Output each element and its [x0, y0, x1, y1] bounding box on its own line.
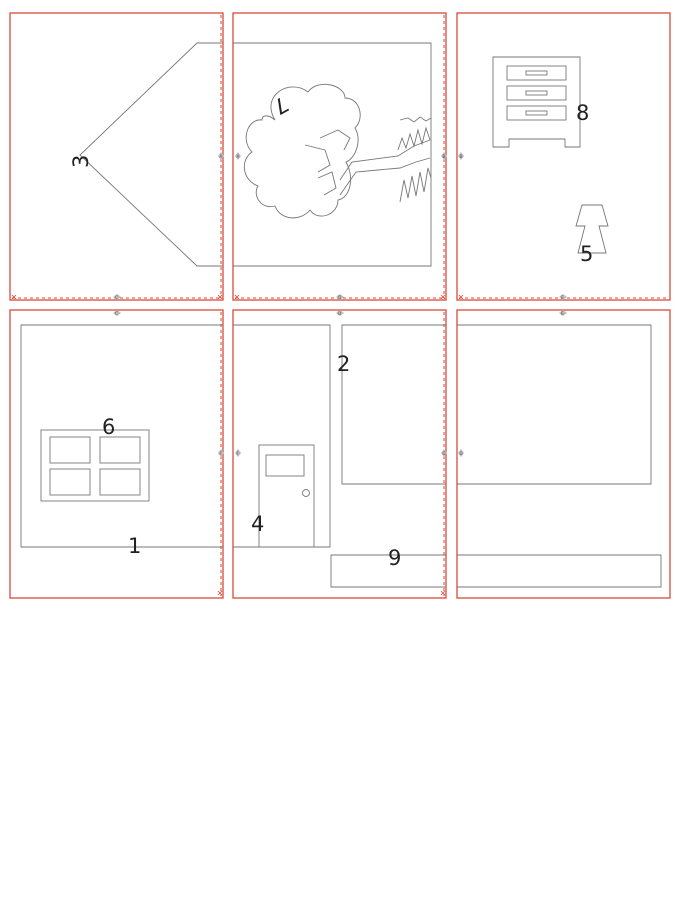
- marker-letter: A: [219, 154, 223, 159]
- door-outline: [259, 445, 314, 547]
- corner-mark: [441, 591, 445, 595]
- dresser-handle: [526, 111, 547, 115]
- page-r2c1: [10, 310, 223, 598]
- back-wall-outline-right: [457, 325, 651, 484]
- piece-number-8: 8: [576, 101, 590, 125]
- marker-letter: D: [338, 311, 342, 316]
- piece-number-7: 7: [268, 91, 293, 120]
- piece-number-2: 2: [337, 352, 351, 376]
- page-r1c2: [233, 13, 446, 300]
- tree-illustration: [244, 84, 431, 218]
- page-r1c1: [10, 13, 223, 300]
- dresser-drawer: [507, 106, 566, 120]
- marker-letter: G: [442, 451, 446, 456]
- tree-panel-frame: [233, 43, 431, 266]
- page-r1c3: [457, 13, 670, 300]
- tree-trunk: [340, 140, 430, 180]
- alignment-markers: [113, 152, 567, 457]
- dresser-handle: [526, 91, 547, 95]
- piece-number-3: 3: [69, 154, 93, 168]
- tree-grass-lines: [398, 128, 430, 150]
- window-pane: [100, 469, 140, 495]
- marker-letter: D: [338, 295, 342, 300]
- roof-outline: [80, 43, 223, 266]
- tree-branch: [320, 130, 350, 150]
- tree-branch: [305, 145, 330, 172]
- dresser-outline: [493, 57, 580, 147]
- piece-number-6: 6: [102, 415, 116, 439]
- window-frame: [41, 430, 149, 501]
- dresser-handle: [526, 71, 547, 75]
- marker-letter: G: [459, 451, 463, 456]
- marker-letter: E: [561, 311, 564, 316]
- door-window: [266, 455, 304, 476]
- wall-outline-left: [21, 325, 223, 547]
- window-illustration: [41, 430, 149, 501]
- corner-mark: [218, 591, 222, 595]
- page-grid: [10, 13, 670, 598]
- marker-letter: C: [115, 311, 118, 316]
- marker-letter: B: [442, 154, 446, 159]
- door-illustration: [259, 445, 314, 547]
- dresser-illustration: [493, 57, 580, 147]
- window-pane: [100, 437, 140, 463]
- floor-strip-right: [457, 555, 661, 587]
- back-wall-outline-left: [342, 325, 446, 484]
- window-pane: [50, 437, 90, 463]
- door-knob: [303, 490, 310, 497]
- piece-numbers: [69, 92, 593, 570]
- dresser-drawer: [507, 66, 566, 80]
- tree-crown: [244, 84, 360, 218]
- piece-number-5: 5: [580, 242, 594, 266]
- marker-letter: F: [236, 451, 239, 456]
- marker-letter: E: [561, 295, 564, 300]
- tree-branch: [318, 172, 336, 195]
- piece-number-4: 4: [251, 512, 265, 536]
- piece-number-1: 1: [128, 534, 142, 558]
- tree-trunk-lower: [340, 158, 430, 195]
- dresser-drawer: [507, 86, 566, 100]
- marker-letter: A: [236, 154, 240, 159]
- piece-number-9: 9: [388, 546, 402, 570]
- window-pane: [50, 469, 90, 495]
- cut-lines: [12, 15, 668, 596]
- marker-letter: F: [219, 451, 222, 456]
- door-wall-outline: [233, 325, 330, 547]
- marker-letter: C: [115, 295, 118, 300]
- marker-letter: B: [459, 154, 463, 159]
